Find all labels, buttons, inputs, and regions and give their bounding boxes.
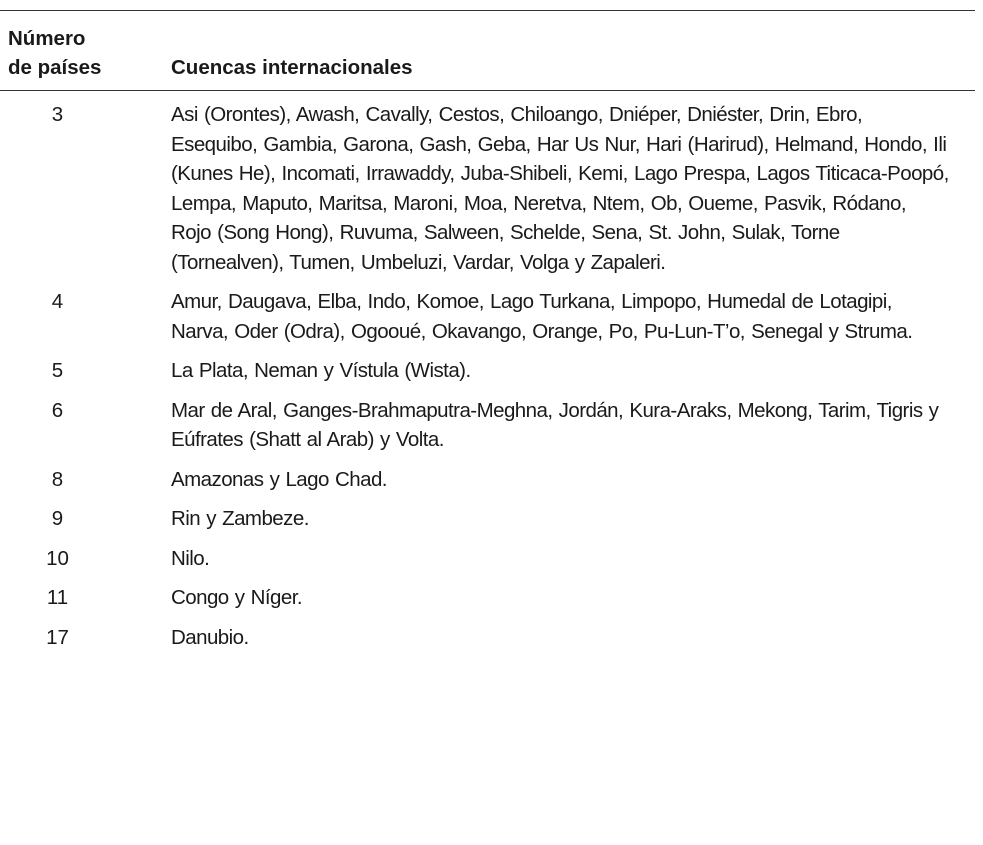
table-row [0, 287, 975, 346]
row-basins: La Plata, Neman y Vístula (Wista). [171, 359, 471, 382]
table-header-rule [0, 90, 975, 91]
table-row [0, 396, 975, 455]
row-country-count: 17 [46, 625, 69, 649]
row-country-count: 8 [51, 467, 64, 491]
row-country-count: 6 [51, 398, 64, 422]
row-country-count: 5 [51, 359, 64, 382]
header-country-count-line1: Número [8, 27, 86, 50]
row-basins: Congo y Níger. [171, 586, 303, 609]
table-row [0, 356, 975, 386]
row-basins: Amur, Daugava, Elba, Indo, Komoe, Lago Turkana, Limpopo, Humedal de Lotagipi, Narva, Oder (Odra), Ogooué, Okavango, Orange, Po, Pu-Lun-T’o, Senegal y Struma. [171, 290, 913, 343]
table-row [0, 504, 975, 534]
row-basins: Mar de Aral, Ganges-Brahmaputra-Meghna, Jordán, Kura-Araks, Mekong, Tarim, Tigris y Eúfrates (Shatt al Arab) y Volta. [171, 398, 939, 451]
row-basins: Nilo. [171, 546, 210, 570]
row-basins: Danubio. [171, 625, 249, 649]
table-row [0, 623, 975, 653]
header-basins: Cuencas internacionales [171, 56, 413, 79]
row-country-count: 4 [51, 290, 64, 313]
table-row [0, 465, 975, 495]
row-basins: Asi (Orontes), Awash, Cavally, Cestos, Chiloango, Dniéper, Dniéster, Drin, Ebro, Esequibo, Gambia, Garona, Gash, Geba, Har Us Nur, Hari (Harirud), Helmand, Hondo, Ili (Kunes He), Incomati, Irrawaddy, Juba-Shibeli, Kemi, Lago Prespa, Lagos Titicaca-Poopó, Lempa, Maputo, Maritsa, Maroni, Moa, Neretva, Ntem, Ob, Oueme, Pasvik, Ródano, Rojo (Song Hong), Ruvuma, Salween, Schelde, Sena, St. John, Sulak, Torne (Tornealven), Tumen, Umbeluzi, Vardar, Volga y Zapaleri. [171, 103, 949, 274]
row-basins: Rin y Zambeze. [171, 507, 309, 530]
row-basins: Amazonas y Lago Chad. [171, 467, 387, 491]
table-row [0, 583, 975, 613]
row-country-count: 9 [51, 507, 64, 530]
row-country-count: 3 [51, 103, 64, 126]
header-country-count [8, 24, 158, 82]
table-header [0, 24, 975, 86]
table-row [0, 100, 975, 277]
row-country-count: 10 [46, 546, 69, 570]
table-body [0, 100, 975, 662]
table-row [0, 544, 975, 574]
row-country-count: 11 [46, 586, 69, 609]
table-top-rule [0, 10, 975, 11]
header-country-count-line2: de países [8, 56, 102, 79]
